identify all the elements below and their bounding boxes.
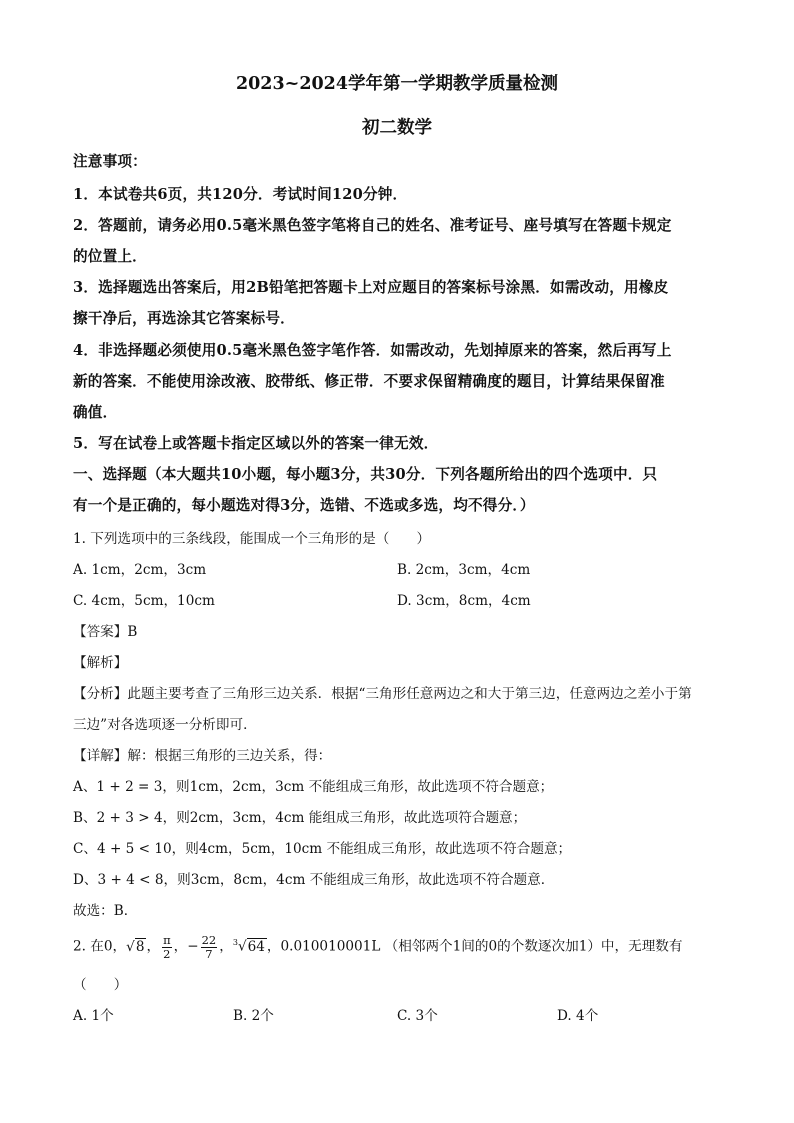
detail-intro: 解：根据三角形的三边关系，得：	[127, 748, 332, 764]
q2-option-b: B. 2个	[233, 1008, 274, 1024]
detail-tag: 【详解】	[73, 748, 128, 764]
q1-answer-line	[73, 620, 137, 640]
q1-answer: B	[127, 624, 138, 640]
q1-detail-intro-line	[73, 744, 331, 764]
fraction-pi-denominator: 2	[163, 946, 171, 961]
q2-stem: 2. 在0，√8 ， $\frac{\pi}{2}$ ，− $\frac{22}{7}$ ，$^3$√64 ，0.010010001L （相邻两个1间的0的个数逐次加1）中，无理数有	[73, 926, 683, 964]
exam-subject: 初二数学	[362, 118, 432, 138]
q1-detail-a: A、1 + 2 = 3，则1cm，2cm，3cm 不能组成三角形，故此选项不符合题意；	[73, 779, 554, 795]
q1-option-c: C. 4cm，5cm，10cm	[73, 593, 215, 609]
note-3-line-2: 擦干净后，再选涂其它答案标号．	[73, 310, 295, 327]
q2-option-c: C. 3个	[397, 1008, 438, 1024]
notes-heading: 注意事项：	[73, 153, 147, 170]
note-3-line-1: 3．选择题选出答案后，用2B铅笔把答题卡上对应题目的答案标号涂黑．如需改动，用橡皮	[73, 279, 669, 296]
fraction-22-denominator: 7	[205, 946, 213, 961]
sqrt-8-radicand: 8	[135, 938, 145, 955]
cbrt-64-radicand: 64	[247, 938, 265, 955]
cbrt-64: $^3$√64	[232, 938, 265, 955]
fraction-pi-numerator: π	[163, 932, 171, 947]
q1-fenxi-line-1	[73, 682, 692, 702]
q1-option-d: D. 3cm，8cm，4cm	[397, 593, 531, 609]
exam-title: 2023~2024学年第一学期教学质量检测	[235, 74, 559, 94]
q1-conclusion: 故选：B．	[73, 903, 138, 919]
fraction-pi-over-2	[162, 934, 172, 961]
q2-tail: ，0.010010001L （相邻两个1间的0的个数逐次加1）中，无理数有	[266, 938, 683, 955]
q1-fenxi-line-2: 三边”对各选项逐一分析即可．	[73, 717, 257, 733]
fraction-22-numerator: 22	[201, 932, 217, 947]
note-2-line-1: 2．答题前，请务必用0.5毫米黑色签字笔将自己的姓名、准考证号、座号填写在答题卡规定	[73, 217, 672, 234]
q1-option-a: A. 1cm，2cm，3cm	[73, 562, 207, 578]
note-4-line-3: 确值．	[73, 404, 118, 421]
cbrt-index: 3	[232, 938, 238, 947]
q2-option-a: A. 1个	[73, 1008, 114, 1024]
q1-detail-d: D、3 + 4 < 8，则3cm，8cm，4cm 不能组成三角形，故此选项不符合题意．	[73, 872, 555, 888]
note-5: 5．写在试卷上或答题卡指定区域以外的答案一律无效．	[73, 435, 439, 452]
q2-option-d: D. 4个	[557, 1008, 599, 1024]
section-1-line-2: 有一个是正确的，每小题选对得3分，选错、不选或多选，均不得分．）	[73, 497, 535, 514]
sqrt-8: √8	[126, 938, 145, 955]
note-4-line-2: 新的答案．不能使用涂改液、胶带纸、修正带．不要求保留精确度的题目，计算结果保留准	[73, 373, 665, 390]
q2-prefix: 2. 在0，	[73, 938, 127, 955]
q1-detail-b: B、2 + 3 > 4，则2cm，3cm，4cm 能组成三角形，故此选项符合题意；	[73, 810, 527, 826]
section-1-line-1: 一、选择题（本大题共10小题，每小题3分，共30分．下列各题所给出的四个选项中．只	[73, 466, 658, 483]
q2-paren: （ ）	[73, 977, 128, 993]
fenxi-text: 此题主要考查了三角形三边关系．根据“三角形任意两边之和大于第三边，任意两边之差小于第	[127, 686, 692, 702]
note-2-line-2: 的位置上．	[73, 248, 147, 265]
fenxi-tag: 【分析】	[73, 686, 128, 702]
note-4-line-1: 4．非选择题必须使用0.5毫米黑色签字笔作答．如需改动，先划掉原来的答案，然后再写上	[73, 342, 672, 359]
fraction-22-over-7	[201, 934, 218, 961]
answer-tag: 【答案】	[73, 624, 128, 640]
note-1: 1．本试卷共6页，共120分．考试时间120分钟．	[73, 186, 408, 203]
q1-stem: 1. 下列选项中的三条线段，能围成一个三角形的是（ ）	[73, 531, 431, 547]
q1-option-b: B. 2cm，3cm，4cm	[397, 562, 531, 578]
q1-detail-c: C、4 + 5 < 10，则4cm，5cm，10cm 不能组成三角形，故此选项不符合题意；	[73, 841, 572, 857]
analysis-tag: 【解析】	[73, 655, 128, 671]
